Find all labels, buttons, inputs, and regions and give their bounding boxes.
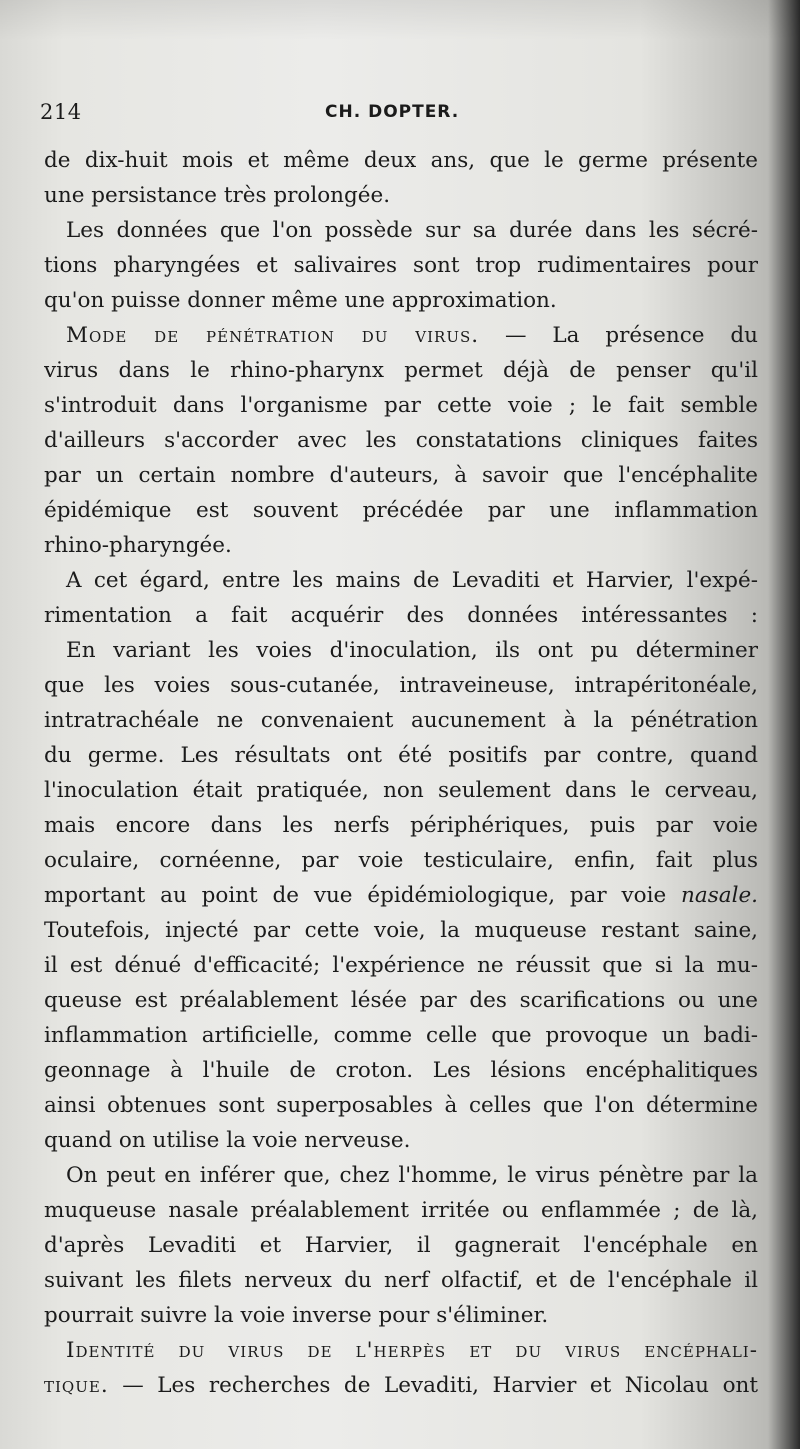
section-heading-identite: Identité du virus de l'herpès et du virus encéphali-	[66, 1338, 758, 1363]
text-line: tions pharyngées et salivaires sont trop rudimentaires pour	[44, 253, 758, 278]
text-line: que les voies sous-cutanée, intraveineuse, intrapéritonéale,	[44, 673, 758, 698]
text-line: il est dénué d'efficacité; l'expérience ne réussit que si la mu-	[44, 953, 758, 978]
text-line: Les données que l'on possède sur sa durée dans les sécré-	[66, 218, 758, 243]
text-line-with-italic	[44, 878, 758, 913]
text-line: On peut en inférer que, chez l'homme, le virus pénètre par la	[66, 1163, 758, 1188]
text-line: ainsi obtenues sont superposables à celles que l'on détermine	[44, 1093, 758, 1118]
text-line: geonnage à l'huile de croton. Les lésions encéphalitiques	[44, 1058, 758, 1083]
text-line: l'inoculation était pratiquée, non seulement dans le cerveau,	[44, 778, 758, 803]
text-line: En variant les voies d'inoculation, ils ont pu déterminer	[66, 638, 758, 663]
text-line: virus dans le rhino-pharynx permet déjà de penser qu'il	[44, 358, 758, 383]
section-heading-line	[44, 1368, 758, 1403]
text-line: Toutefois, injecté par cette voie, la muqueuse restant saine,	[44, 918, 758, 943]
text-line: une persistance très prolongée.	[44, 183, 391, 208]
italic-word: nasale.	[681, 883, 758, 908]
section-lead: — La présence	[479, 323, 731, 348]
section-dash: —	[108, 1373, 158, 1398]
text-fragment: du	[730, 323, 758, 348]
text-line: d'après Levaditi et Harvier, il gagnerait l'encéphale en	[44, 1233, 758, 1258]
page-header	[40, 100, 760, 134]
text-line: quand on utilise la voie nerveuse.	[44, 1128, 411, 1153]
body-text	[44, 143, 758, 1403]
text-line: muqueuse nasale préalablement irritée ou enflammée ; de là,	[44, 1198, 758, 1223]
text-fragment: mportant au point de vue épidémiologique, par voie	[44, 883, 667, 908]
text-line: suivant les filets nerveux du nerf olfactif, et de l'encéphale il	[44, 1268, 758, 1293]
page-shadow	[0, 0, 800, 40]
text-line: pourrait suivre la voie inverse pour s'éliminer.	[44, 1303, 549, 1328]
text-line: par un certain nombre d'auteurs, à savoir que l'encéphalite	[44, 463, 758, 488]
section-heading-line	[44, 318, 758, 353]
text-line: mais encore dans les nerfs périphériques, puis par voie	[44, 813, 758, 838]
text-line: inflammation artificielle, comme celle que provoque un badi-	[44, 1023, 758, 1048]
text-line: épidémique est souvent précédée par une inflammation	[44, 498, 758, 523]
running-head: CH. DOPTER.	[325, 102, 460, 122]
text-line: intratrachéale ne convenaient aucunement à la pénétration	[44, 708, 758, 733]
text-line: A cet égard, entre les mains de Levaditi et Harvier, l'expé-	[66, 568, 758, 593]
text-line: rimentation a fait acquérir des données intéressantes :	[44, 603, 758, 628]
text-line: s'introduit dans l'organisme par cette voie ; le fait semble	[44, 393, 758, 418]
page-number: 214	[40, 100, 82, 124]
text-line: de dix-huit mois et même deux ans, que le germe présente	[44, 148, 758, 173]
text-line: qu'on puisse donner même une approximation.	[44, 288, 557, 313]
section-heading-mode: Mode de pénétration du virus.	[66, 323, 480, 348]
text-line: rhino-pharyngée.	[44, 533, 232, 558]
text-line: du germe. Les résultats ont été positifs par contre, quand	[44, 743, 758, 768]
text-line: queuse est préalablement lésée par des scarifications ou une	[44, 988, 758, 1013]
text-fragment: Les recherches de Levaditi, Harvier et Nicolau ont	[157, 1373, 758, 1398]
section-heading-identite-end: tique.	[44, 1373, 109, 1398]
text-line: oculaire, cornéenne, par voie testiculaire, enfin, fait plus	[44, 848, 758, 873]
text-line: d'ailleurs s'accorder avec les constatations cliniques faites	[44, 428, 758, 453]
